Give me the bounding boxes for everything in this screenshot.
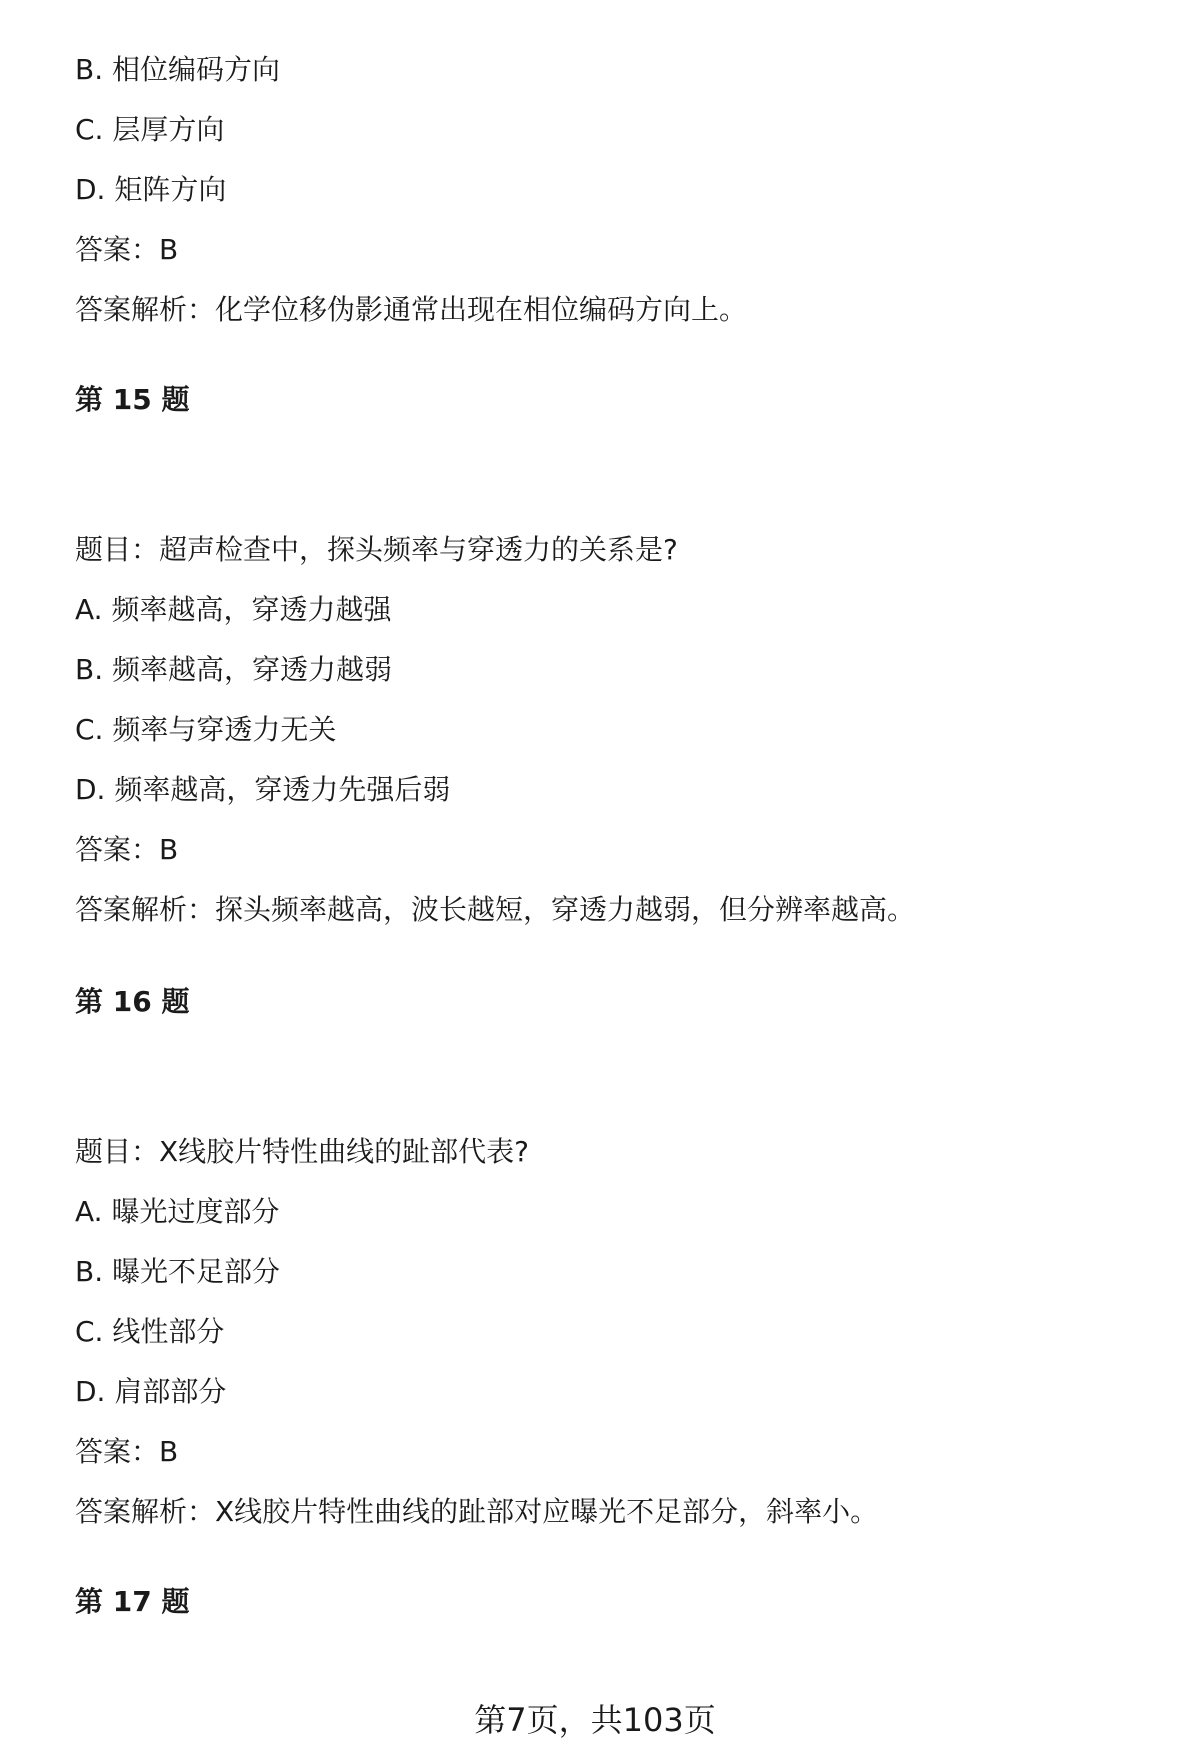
question-16-option-c: C. 线性部分 [75, 1315, 225, 1348]
prev-option-d: D. 矩阵方向 [75, 173, 227, 206]
prev-explanation: 答案解析：化学位移伪影通常出现在相位编码方向上。 [75, 293, 748, 326]
question-17-heading: 第 17 题 [75, 1585, 190, 1618]
question-16-option-d: D. 肩部部分 [75, 1375, 227, 1408]
question-15-text: 题目：超声检查中，探头频率与穿透力的关系是? [75, 533, 678, 566]
question-16-answer: 答案：B [75, 1435, 179, 1468]
question-16-text: 题目：X线胶片特性曲线的趾部代表? [75, 1135, 530, 1168]
question-15-option-d: D. 频率越高，穿透力先强后弱 [75, 773, 451, 806]
prev-option-b: B. 相位编码方向 [75, 53, 281, 86]
question-15-explanation: 答案解析：探头频率越高，波长越短，穿透力越弱，但分辨率越高。 [75, 893, 916, 926]
question-16-explanation: 答案解析：X线胶片特性曲线的趾部对应曝光不足部分，斜率小。 [75, 1495, 879, 1528]
prev-option-c: C. 层厚方向 [75, 113, 225, 146]
question-16-option-b: B. 曝光不足部分 [75, 1255, 281, 1288]
question-15-heading: 第 15 题 [75, 383, 190, 416]
question-15-option-a: A. 频率越高，穿透力越强 [75, 593, 392, 626]
question-16-option-a: A. 曝光过度部分 [75, 1195, 280, 1228]
question-15-answer: 答案：B [75, 833, 179, 866]
page-number-footer: 第7页，共103页 [474, 1701, 716, 1739]
question-15-option-b: B. 频率越高，穿透力越弱 [75, 653, 393, 686]
question-15-option-c: C. 频率与穿透力无关 [75, 713, 337, 746]
question-16-heading: 第 16 题 [75, 985, 190, 1018]
prev-answer: 答案：B [75, 233, 179, 266]
